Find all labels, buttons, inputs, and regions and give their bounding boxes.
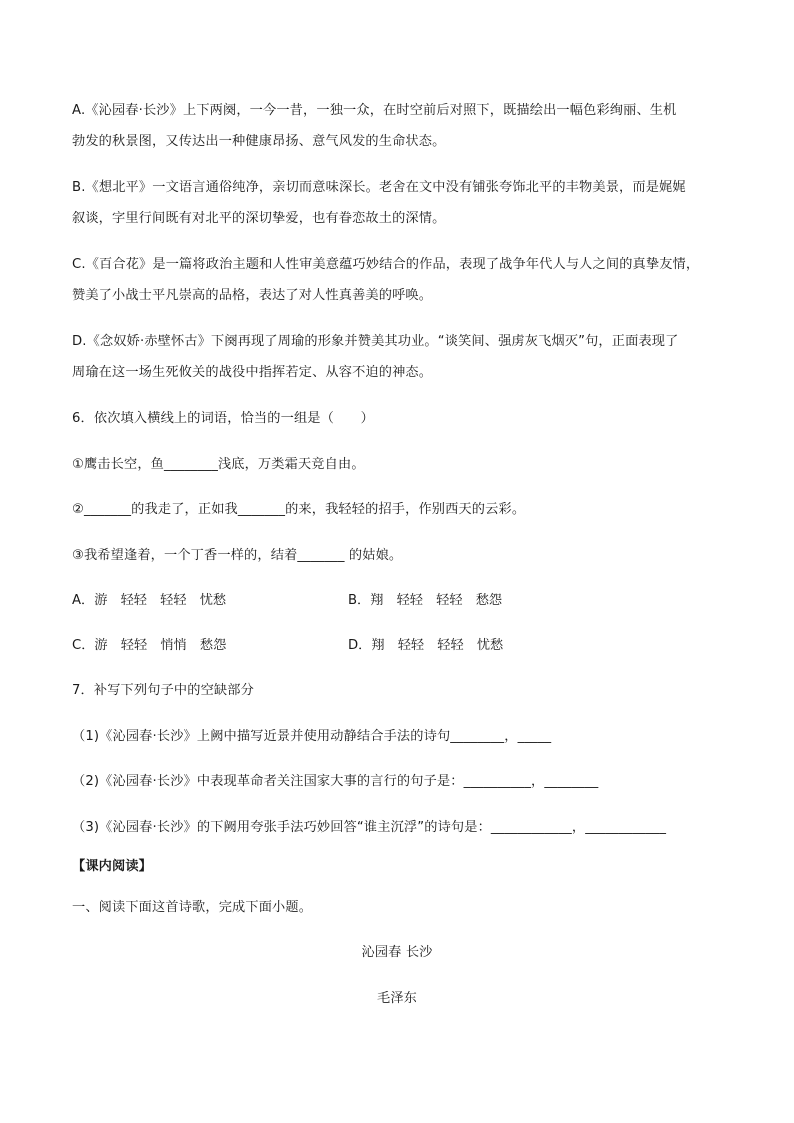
option-b-line-2: 叙谈，字里行间既有对北平的深切挚爱，也有眷恋故土的深情。 — [72, 211, 446, 226]
option-d-line-2: 周瑜在这一场生死攸关的战役中指挥若定、从容不迫的神态。 — [72, 365, 433, 380]
question-7-item-2: （2)《沁园春·长沙》中表现革命者关注国家大事的言行的句子是：__________，________ — [72, 774, 599, 789]
question-7-stem: 7．补写下列句子中的空缺部分 — [72, 683, 254, 698]
poem-author: 毛泽东 — [376, 991, 417, 1006]
reading-instruction: 一、阅读下面这首诗歌，完成下面小题。 — [72, 900, 313, 915]
question-7-item-1: （1)《沁园春·长沙》上阙中描写近景并使用动静结合手法的诗句________，_____ — [72, 729, 552, 744]
option-d-line-1: D.《念奴娇·赤壁怀古》下阕再现了周瑜的形象并赞美其功业。“谈笑间、强虏灰飞烟灭”句，正面表现了 — [72, 334, 679, 349]
question-6-sentence-3: ③我希望逢着，一个丁香一样的，结着_______ 的姑娘。 — [72, 548, 403, 563]
question-6-option-d: D．翔 轻轻 轻轻 忧愁 — [348, 638, 504, 653]
option-c-line-2: 赞美了小战士平凡崇高的品格，表达了对人性真善美的呼唤。 — [72, 288, 433, 303]
question-6-stem: 6．依次填入横线上的词语，恰当的一组是（ ） — [72, 411, 374, 426]
option-a-line-1: A.《沁园春·长沙》上下两阕，一今一昔，一独一众，在时空前后对照下，既描绘出一幅色彩绚丽、生机 — [72, 103, 677, 118]
question-6-sentence-1: ①鹰击长空，鱼________浅底，万类霜天竞自由。 — [72, 457, 365, 472]
question-6-option-c: C．游 轻轻 悄悄 愁怨 — [72, 638, 227, 653]
option-a-line-2: 勃发的秋景图，又传达出一种健康昂扬、意气风发的生命状态。 — [72, 134, 446, 149]
section-heading: 【课内阅读】 — [72, 859, 153, 874]
option-c-line-1: C.《百合花》是一篇将政治主题和人性审美意蕴巧妙结合的作品，表现了战争年代人与人之间的真挚友情， — [72, 257, 700, 272]
question-6-option-b: B．翔 轻轻 轻轻 愁怨 — [348, 593, 503, 608]
question-7-item-3: （3)《沁园春·长沙》的下阙用夸张手法巧妙回答“谁主沉浮”的诗句是：____________，____________ — [72, 820, 667, 835]
option-b-line-1: B.《想北平》一文语言通俗纯净，亲切而意味深长。老舍在文中没有铺张夸饰北平的丰物美景，而是娓娓 — [72, 180, 686, 195]
poem-title: 沁园春 长沙 — [361, 945, 433, 960]
question-6-sentence-2: ②_______的我走了，正如我_______的来，我轻轻的招手，作别西天的云彩。 — [72, 502, 526, 517]
question-6-option-a: A．游 轻轻 轻轻 忧愁 — [72, 593, 227, 608]
